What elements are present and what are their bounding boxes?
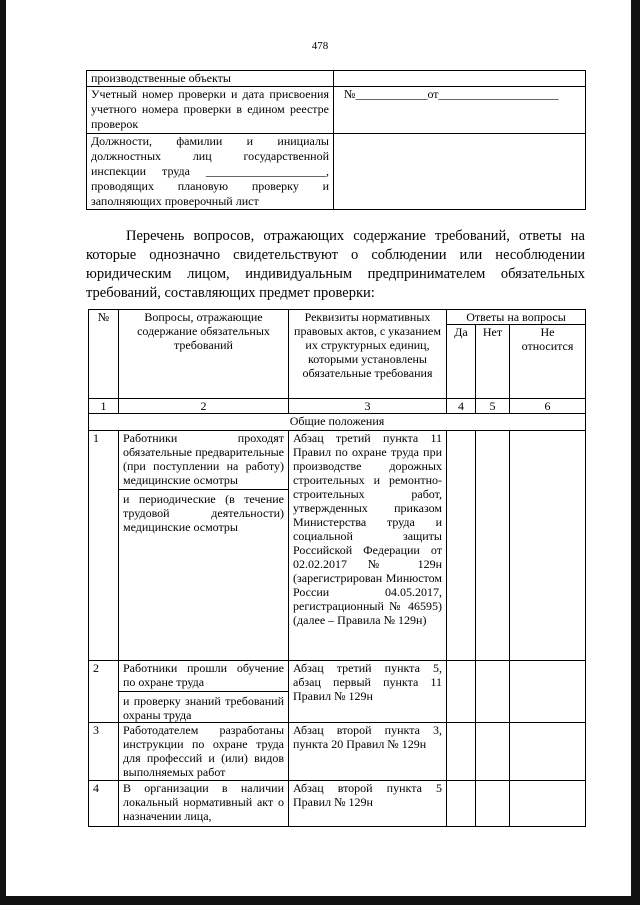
row-requisites: Абзац третий пункта 5, абзац первый пункта 11 Правил № 129н (289, 661, 447, 723)
question-part: Работники прошли обучение по охране труда (123, 661, 284, 689)
column-number: 3 (289, 399, 447, 414)
header-answers: Ответы на вопросы (447, 310, 586, 325)
row-question: Работодателем разработаны инструкции по охране труда для профессий и (или) видов выполняемых работ (119, 723, 289, 781)
checklist-table (88, 309, 586, 827)
row-number: 2 (89, 661, 119, 723)
table-row (89, 431, 586, 661)
info-label: Учетный номер проверки и дата присвоения учетного номера проверки в едином реестре проверок (87, 87, 334, 134)
section-title: Общие положения (89, 414, 586, 431)
info-row (87, 71, 586, 87)
answer-na-cell[interactable] (510, 661, 586, 723)
header-requisites: Реквизиты нормативных правовых актов, с указанием их структурных единиц, которыми установлены обязательные требования (289, 310, 447, 399)
row-question: В организации в наличии локальный нормативный акт о назначении лица, (119, 781, 289, 827)
table-row (89, 781, 586, 827)
answer-yes-cell[interactable] (447, 781, 476, 827)
inspection-info-table (86, 70, 586, 210)
question-part: Работники проходят обязательные предварительные (при поступлении на работу) медицинские осмотры (123, 431, 284, 487)
row-requisites: Абзац второй пункта 3, пункта 20 Правил № 129н (289, 723, 447, 781)
row-number: 1 (89, 431, 119, 661)
answer-na-cell[interactable] (510, 781, 586, 827)
answer-na-cell[interactable] (510, 431, 586, 661)
question-part: и периодические (в течение трудовой деятельности) медицинские осмотры (123, 492, 284, 534)
info-label: производственные объекты (87, 71, 334, 87)
column-number: 1 (89, 399, 119, 414)
info-value (334, 71, 586, 87)
intro-paragraph: Перечень вопросов, отражающих содержание требований, ответы на которые однозначно свидетельствуют о соблюдении или несоблюдении юридическим лицом, индивидуальным предпринимателем обязательных требований, составляющих предмет проверки: (86, 228, 585, 301)
row-question (119, 431, 289, 661)
row-number: 3 (89, 723, 119, 781)
column-number: 2 (119, 399, 289, 414)
answer-no-cell[interactable] (476, 431, 510, 661)
info-value (334, 134, 586, 210)
question-part: и проверку знаний требований охраны труда (123, 694, 284, 722)
answer-na-cell[interactable] (510, 723, 586, 781)
row-question (119, 661, 289, 723)
column-number: 5 (476, 399, 510, 414)
header-yes: Да (447, 325, 476, 399)
row-divider (119, 489, 288, 490)
answer-no-cell[interactable] (476, 781, 510, 827)
answer-yes-cell[interactable] (447, 431, 476, 661)
answer-yes-cell[interactable] (447, 661, 476, 723)
answer-no-cell[interactable] (476, 723, 510, 781)
column-number: 4 (447, 399, 476, 414)
row-number: 4 (89, 781, 119, 827)
page-number: 478 (311, 40, 329, 52)
header-num: № (89, 310, 119, 399)
header-question: Вопросы, отражающие содержание обязательных требований (119, 310, 289, 399)
row-divider (119, 691, 288, 692)
info-row (87, 87, 586, 134)
section-row (89, 414, 586, 431)
header-row (89, 310, 586, 325)
answer-yes-cell[interactable] (447, 723, 476, 781)
row-requisites: Абзац третий пункта 11 Правил по охране труда при производстве дорожных строительных и ремонтно-строительных работ, утвержденных приказом Министерства труда и социальной защиты Российской Федерации от 02.02.2017 № 129н (зарегистрирован Минюстом России 04.05.2017, регистрационный № 46595) (далее – Правила № 129н) (289, 431, 447, 661)
table-row (89, 723, 586, 781)
info-label: Должности, фамилии и инициалы должностных лиц государственной инспекции труда ____________________, проводящих плановую проверку и заполняющих проверочный лист (87, 134, 334, 210)
header-no: Нет (476, 325, 510, 399)
column-number-row (89, 399, 586, 414)
table-row (89, 661, 586, 723)
answer-no-cell[interactable] (476, 661, 510, 723)
header-na: Не относится (510, 325, 586, 399)
info-value: №____________от____________________ (334, 87, 586, 134)
row-requisites: Абзац второй пункта 5 Правил № 129н (289, 781, 447, 827)
column-number: 6 (510, 399, 586, 414)
info-row (87, 134, 586, 210)
